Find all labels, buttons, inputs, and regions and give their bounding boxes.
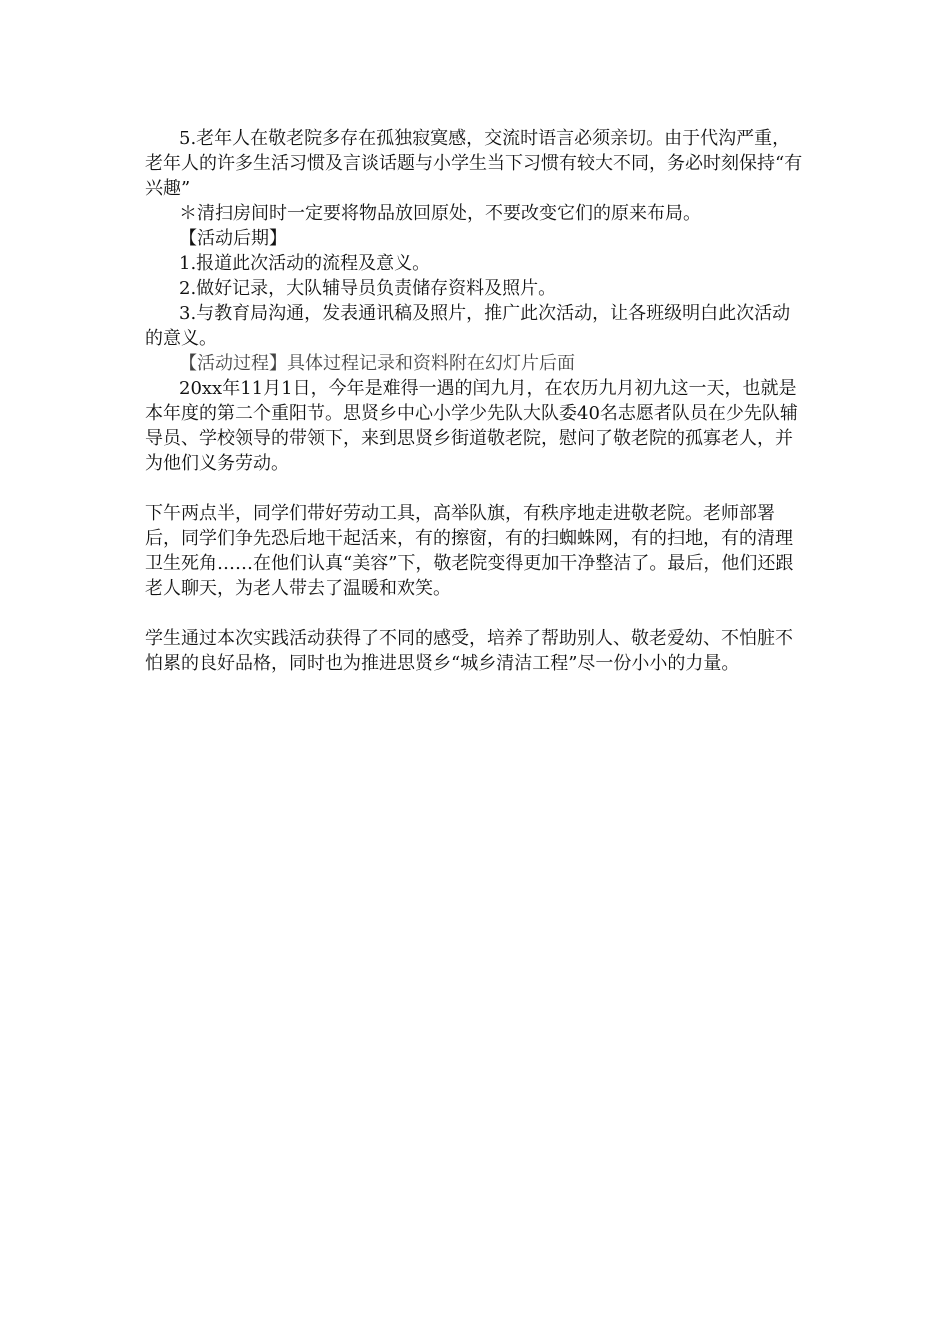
section-heading-activity-process: 【活动过程】具体过程记录和资料附在幻灯片后面 [179,353,575,374]
paragraph-cleaning-note: ＊清扫房间时一定要将物品放回原处，不要改变它们的原来布局。 [179,203,701,224]
list-item-communicate: 3.与教育局沟通，发表通讯稿及照片，推广此次活动，让各班级明白此次活动的意义。 [145,303,791,349]
list-item-record: 2.做好记录，大队辅导员负责储存资料及照片。 [179,278,557,299]
paragraph-elderly-communication: 5.老年人在敬老院多存在孤独寂寞感，交流时语言必须亲切。由于代沟严重，老年人的许多生活习惯及言谈话题与小学生当下习惯有较大不同，务必时刻保持“有兴趣” [145,128,803,199]
paragraph-spacer [145,601,807,626]
paragraph-event-work: 下午两点半，同学们带好劳动工具，高举队旗，有秩序地走进敬老院。老师部署后，同学们争先恐后地干起活来，有的擦窗，有的扫蜘蛛网，有的扫地，有的清理卫生死角……在他们认真“美容”下，敬老院变得更加干净整洁了。最后，他们还跟老人聊天，为老人带去了温暖和欢笑。 [145,503,794,599]
paragraph-event-summary: 学生通过本次实践活动获得了不同的感受，培养了帮助别人、敬老爱幼、不怕脏不怕累的良好品格，同时也为推进思贤乡“城乡清洁工程”尽一份小小的力量。 [145,628,793,674]
document-page [145,126,807,676]
paragraph-spacer [145,476,807,501]
section-heading-post-activity: 【活动后期】 [179,228,287,249]
list-item-report: 1.报道此次活动的流程及意义。 [179,253,431,274]
paragraph-event-intro: 20xx年11月1日，今年是难得一遇的闰九月，在农历九月初九这一天，也就是本年度的第二个重阳节。思贤乡中心小学少先队大队委40名志愿者队员在少先队辅导员、学校领导的带领下，来到思贤乡街道敬老院，慰问了敬老院的孤寡老人，并为他们义务劳动。 [145,378,798,474]
